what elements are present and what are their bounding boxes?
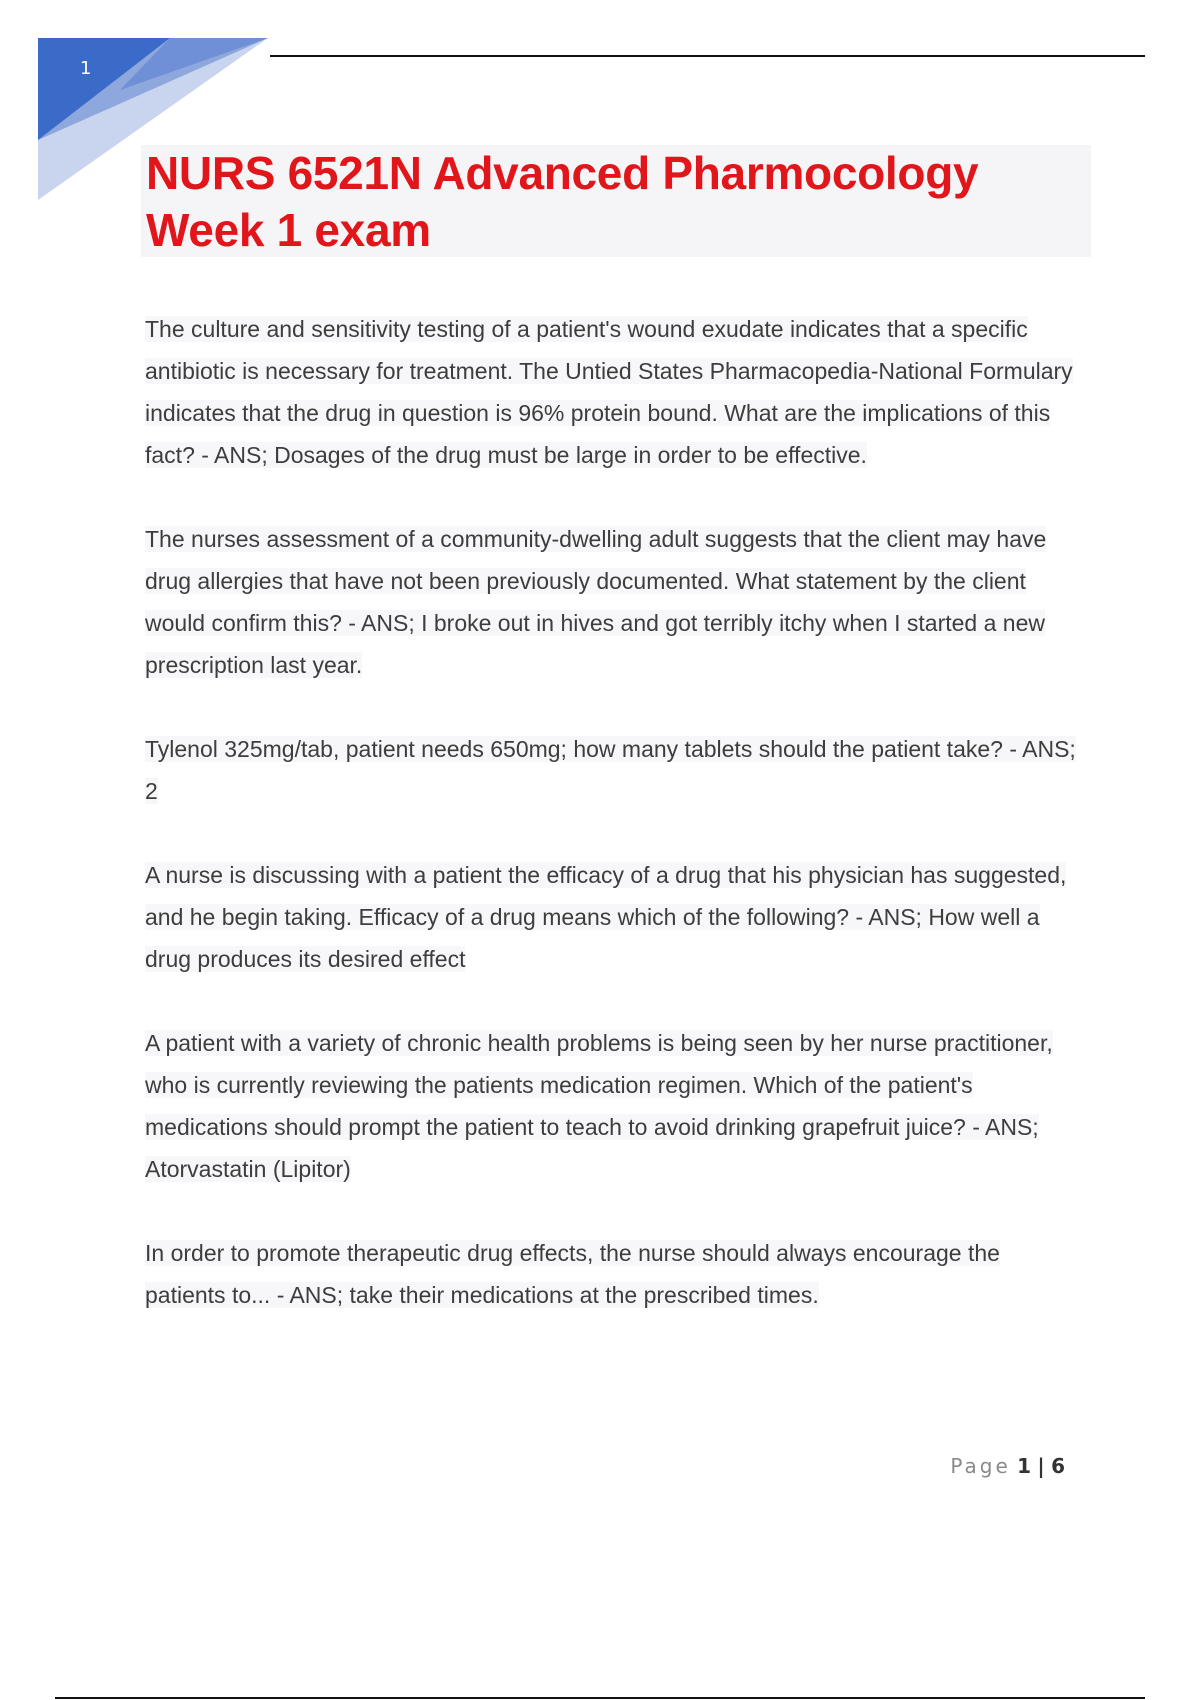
question-text: A nurse is discussing with a patient the efficacy of a drug that his physician has suggested, and he begin taking. Efficacy of a drug means which of the following? - ANS; How well a drug produces its desired effect [145,862,1067,972]
question-item [145,1022,1080,1190]
question-text: In order to promote therapeutic drug effects, the nurse should always encourage the patients to... - ANS; take their medications at the prescribed times. [145,1240,1000,1308]
page-number-badge: 1 [80,58,92,79]
header-rule [270,55,1145,57]
question-item [145,518,1080,686]
question-item [145,728,1080,812]
question-item [145,1232,1080,1316]
title-line-1: NURS 6521N Advanced Pharmocology [146,147,979,199]
question-text: A patient with a variety of chronic health problems is being seen by her nurse practitioner, who is currently reviewing the patients medication regimen. Which of the patient's medications should prompt the patient to teach to avoid drinking grapefruit juice? - ANS; Atorvastatin (Lipitor) [145,1030,1053,1182]
page-label: Page [950,1454,1011,1478]
question-text: Tylenol 325mg/tab, patient needs 650mg; how many tablets should the patient take? - ANS; 2 [145,736,1076,804]
page-footer [950,1454,1065,1478]
title-line-2: Week 1 exam [146,204,431,256]
question-text: The nurses assessment of a community-dwelling adult suggests that the client may have drug allergies that have not been previously documented. What statement by the client would confirm this? - ANS; I broke out in hives and got terribly itchy when I started a new prescription last year. [145,526,1047,678]
current-page-number: 1 [1017,1454,1032,1478]
page-title [146,145,1086,259]
total-pages: 6 [1051,1454,1065,1478]
question-item [145,308,1080,476]
footer-rule [55,1697,1145,1699]
question-text: The culture and sensitivity testing of a patient's wound exudate indicates that a specific antibiotic is necessary for treatment. The Untied States Pharmacopedia-National Formulary indicates that the drug in question is 96% protein bound. What are the implications of this fact? - ANS; Dosages of the drug must be large in order to be effective. [145,316,1073,468]
question-list [145,308,1080,1358]
page-separator: | [1037,1454,1045,1478]
question-item [145,854,1080,980]
